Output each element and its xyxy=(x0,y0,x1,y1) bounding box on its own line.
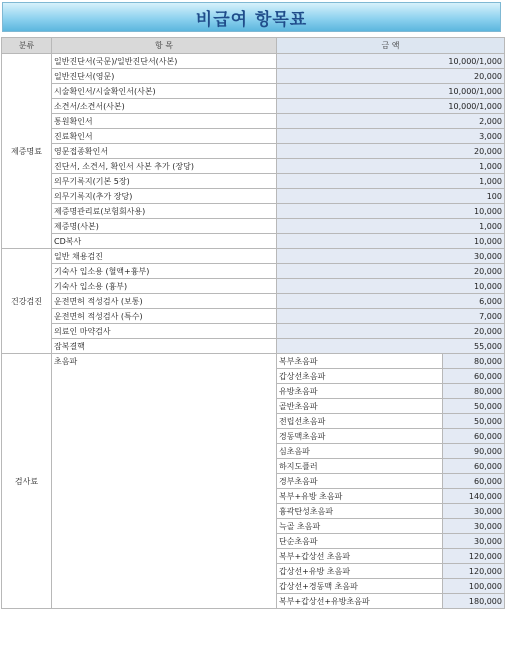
item-name: 일반진단서(국문)/일반진단서(사본) xyxy=(52,54,277,69)
sub-item-name: 갑상선초음파 xyxy=(277,369,443,384)
header-item: 항 목 xyxy=(52,38,277,54)
item-name: 제증명관리료(보험회사용) xyxy=(52,204,277,219)
sub-item-name: 복부+갑상선+유방초음파 xyxy=(277,594,443,609)
table-row xyxy=(2,54,505,69)
table-row xyxy=(2,309,505,324)
sub-item-amount: 30,000 xyxy=(443,519,505,534)
sub-item-amount: 80,000 xyxy=(443,384,505,399)
sub-item-amount: 80,000 xyxy=(443,354,505,369)
item-amount: 30,000 xyxy=(277,249,505,264)
sub-item-name: 경부초음파 xyxy=(277,474,443,489)
item-name: 진단서, 소견서, 확인서 사본 추가 (장당) xyxy=(52,159,277,174)
category-cert: 제증명료 xyxy=(2,54,52,249)
item-name: 의무기록지(추가 장당) xyxy=(52,189,277,204)
table-row xyxy=(2,354,505,369)
item-name: 영문접종확인서 xyxy=(52,144,277,159)
item-name: 진료확인서 xyxy=(52,129,277,144)
sub-item-name: 복부+유방 초음파 xyxy=(277,489,443,504)
category-checkup: 건강검진 xyxy=(2,249,52,354)
item-name: 제증명(사본) xyxy=(52,219,277,234)
table-row xyxy=(2,249,505,264)
sub-item-amount: 30,000 xyxy=(443,534,505,549)
table-row xyxy=(2,159,505,174)
sub-item-amount: 140,000 xyxy=(443,489,505,504)
item-amount: 7,000 xyxy=(277,309,505,324)
sub-item-name: 갑상선+유방 초음파 xyxy=(277,564,443,579)
sub-item-amount: 60,000 xyxy=(443,369,505,384)
item-amount: 10,000/1,000 xyxy=(277,84,505,99)
item-amount: 6,000 xyxy=(277,294,505,309)
table-row xyxy=(2,69,505,84)
item-amount: 100 xyxy=(277,189,505,204)
header-category: 분류 xyxy=(2,38,52,54)
sub-item-name: 경동맥초음파 xyxy=(277,429,443,444)
sub-item-name: 갑상선+경동맥 초음파 xyxy=(277,579,443,594)
sub-item-name: 골반초음파 xyxy=(277,399,443,414)
table-row xyxy=(2,144,505,159)
sub-item-name: 복부+갑상선 초음파 xyxy=(277,549,443,564)
item-name: 통원확인서 xyxy=(52,114,277,129)
item-amount: 10,000 xyxy=(277,204,505,219)
item-amount: 10,000/1,000 xyxy=(277,54,505,69)
table-row xyxy=(2,174,505,189)
item-amount: 10,000/1,000 xyxy=(277,99,505,114)
table-row xyxy=(2,234,505,249)
item-name-ultrasound: 초음파 xyxy=(52,354,277,609)
item-amount: 20,000 xyxy=(277,144,505,159)
sub-item-name: 전립선초음파 xyxy=(277,414,443,429)
table-row xyxy=(2,84,505,99)
item-name: 의무기록지(기본 5장) xyxy=(52,174,277,189)
item-name: 운전면허 적성검사 (특수) xyxy=(52,309,277,324)
sub-item-name: 단순초음파 xyxy=(277,534,443,549)
item-name: 일반진단서(영문) xyxy=(52,69,277,84)
fee-table xyxy=(1,37,505,609)
page-title: 비급여 항목표 xyxy=(2,2,501,32)
sub-item-name: 하지도플러 xyxy=(277,459,443,474)
item-name: 운전면허 적성검사 (보통) xyxy=(52,294,277,309)
sub-item-amount: 50,000 xyxy=(443,399,505,414)
item-name: 시술확인서/시술확인서(사본) xyxy=(52,84,277,99)
category-exam: 검사료 xyxy=(2,354,52,609)
sub-item-amount: 90,000 xyxy=(443,444,505,459)
sub-item-amount: 60,000 xyxy=(443,429,505,444)
item-amount: 3,000 xyxy=(277,129,505,144)
item-amount: 20,000 xyxy=(277,324,505,339)
item-name: CD복사 xyxy=(52,234,277,249)
sub-item-name: 유방초음파 xyxy=(277,384,443,399)
sub-item-amount: 120,000 xyxy=(443,549,505,564)
item-amount: 55,000 xyxy=(277,339,505,354)
item-name: 의료인 마약검사 xyxy=(52,324,277,339)
item-name: 일반 채용검진 xyxy=(52,249,277,264)
item-name: 기숙사 입소용 (혈액+흉부) xyxy=(52,264,277,279)
sub-item-amount: 60,000 xyxy=(443,459,505,474)
sub-item-amount: 120,000 xyxy=(443,564,505,579)
table-row xyxy=(2,279,505,294)
sub-item-name: 늑골 초음파 xyxy=(277,519,443,534)
table-row xyxy=(2,339,505,354)
sub-item-amount: 30,000 xyxy=(443,504,505,519)
sub-item-name: 심초음파 xyxy=(277,444,443,459)
table-header-row xyxy=(2,38,505,54)
table-row xyxy=(2,264,505,279)
sub-item-name: 흉곽탄성초음파 xyxy=(277,504,443,519)
item-amount: 10,000 xyxy=(277,234,505,249)
table-row xyxy=(2,294,505,309)
item-name: 소견서/소견서(사본) xyxy=(52,99,277,114)
sub-item-amount: 100,000 xyxy=(443,579,505,594)
table-row xyxy=(2,129,505,144)
item-amount: 1,000 xyxy=(277,159,505,174)
table-row xyxy=(2,189,505,204)
item-name: 기숙사 입소용 (흉부) xyxy=(52,279,277,294)
sub-item-name: 복부초음파 xyxy=(277,354,443,369)
table-row xyxy=(2,324,505,339)
item-amount: 1,000 xyxy=(277,174,505,189)
sub-item-amount: 180,000 xyxy=(443,594,505,609)
item-amount: 2,000 xyxy=(277,114,505,129)
item-amount: 20,000 xyxy=(277,69,505,84)
table-row xyxy=(2,114,505,129)
sub-item-amount: 50,000 xyxy=(443,414,505,429)
item-amount: 1,000 xyxy=(277,219,505,234)
sub-item-amount: 60,000 xyxy=(443,474,505,489)
table-row xyxy=(2,99,505,114)
item-amount: 20,000 xyxy=(277,264,505,279)
item-amount: 10,000 xyxy=(277,279,505,294)
item-name: 잠복결핵 xyxy=(52,339,277,354)
table-row xyxy=(2,219,505,234)
table-row xyxy=(2,204,505,219)
header-amount: 금 액 xyxy=(277,38,505,54)
